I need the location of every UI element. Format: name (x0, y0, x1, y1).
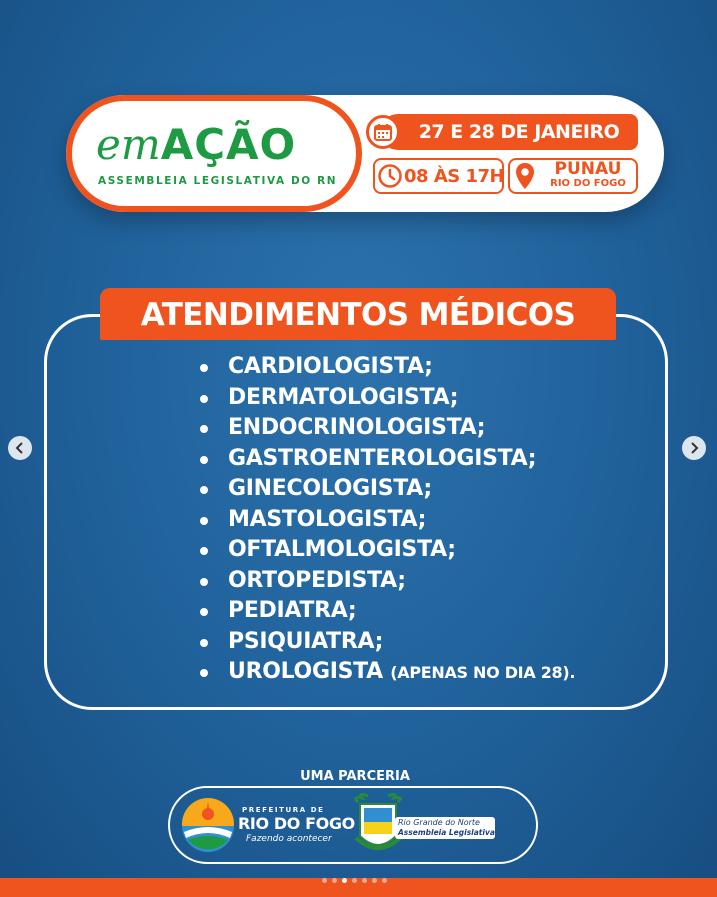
list-item (196, 352, 636, 383)
bullet (200, 608, 208, 616)
event-place: PUNAÚ (554, 159, 622, 179)
bullet (200, 364, 208, 372)
specialty-label: ENDOCRINOLOGISTA; (228, 415, 486, 440)
carousel-dot[interactable] (382, 878, 387, 883)
specialty-label: PEDIATRA; (228, 598, 357, 623)
bullet (200, 578, 208, 586)
assembleia-state: Rio Grande do Norte (398, 818, 480, 827)
specialty-label: UROLOGISTA (228, 659, 383, 684)
carousel-dot[interactable] (342, 878, 347, 883)
carousel-dot[interactable] (352, 878, 357, 883)
assembleia-name: Assembleia Legislativa (398, 828, 495, 837)
map-pin-icon (514, 162, 536, 190)
list-item (196, 627, 636, 658)
prefeitura-top: PREFEITURA DE (242, 806, 325, 814)
logo-emacao (96, 120, 336, 170)
partnership-label: UMA PARCERIA (300, 769, 410, 784)
calendar-icon (366, 115, 400, 149)
carousel-dot[interactable] (322, 878, 327, 883)
logo-em: em (96, 120, 161, 169)
bullet (200, 669, 208, 677)
chevron-left-icon (14, 442, 26, 454)
carousel-dot[interactable] (362, 878, 367, 883)
bullet (200, 456, 208, 464)
prefeitura-name: RIO DO FOGO (238, 814, 355, 833)
specialty-label: GINECOLOGISTA; (228, 476, 432, 501)
chevron-right-icon (688, 442, 700, 454)
bullet (200, 639, 208, 647)
list-item (196, 413, 636, 444)
bullet (200, 517, 208, 525)
event-place-sub: RIO DO FOGO (550, 178, 626, 189)
carousel-dot[interactable] (332, 878, 337, 883)
clock-icon (377, 163, 403, 189)
prefeitura-slogan: Fazendo acontecer (246, 834, 332, 844)
list-item (196, 444, 636, 475)
event-date: 27 E 28 DE JANEIRO (418, 121, 620, 143)
bullet (200, 547, 208, 555)
specialty-label: MASTOLOGISTA; (228, 506, 427, 532)
list-item (196, 596, 636, 627)
services-title: ATENDIMENTOS MÉDICOS (140, 297, 576, 333)
carousel-prev-button[interactable] (8, 436, 32, 460)
event-time: 08 ÀS 17H (404, 166, 505, 187)
carousel-dots (322, 876, 394, 884)
prefeitura-logo-icon (180, 796, 236, 852)
specialty-note: (APENAS NO DIA 28). (390, 663, 576, 682)
list-item (196, 505, 636, 536)
list-item (196, 474, 636, 505)
bullet (200, 425, 208, 433)
specialty-label: OFTALMOLOGISTA; (228, 537, 456, 562)
logo-acao: AÇÃO (160, 120, 297, 169)
specialty-label: GASTROENTEROLOGISTA; (228, 445, 537, 471)
list-item (196, 535, 636, 566)
list-item (196, 566, 636, 597)
specialty-label: ORTOPEDISTA; (228, 567, 406, 593)
specialty-label: PSIQUIATRA; (228, 628, 384, 654)
logo-subtitle: ASSEMBLEIA LEGISLATIVA DO RN (98, 175, 338, 187)
bullet (200, 486, 208, 494)
specialty-label: DERMATOLOGISTA; (228, 384, 459, 410)
carousel-dot[interactable] (372, 878, 377, 883)
carousel-next-button[interactable] (682, 436, 706, 460)
bullet (200, 395, 208, 403)
specialty-label: CARDIOLOGISTA; (228, 354, 433, 379)
specialties-list (196, 352, 636, 688)
list-item (196, 657, 636, 688)
list-item (196, 383, 636, 414)
